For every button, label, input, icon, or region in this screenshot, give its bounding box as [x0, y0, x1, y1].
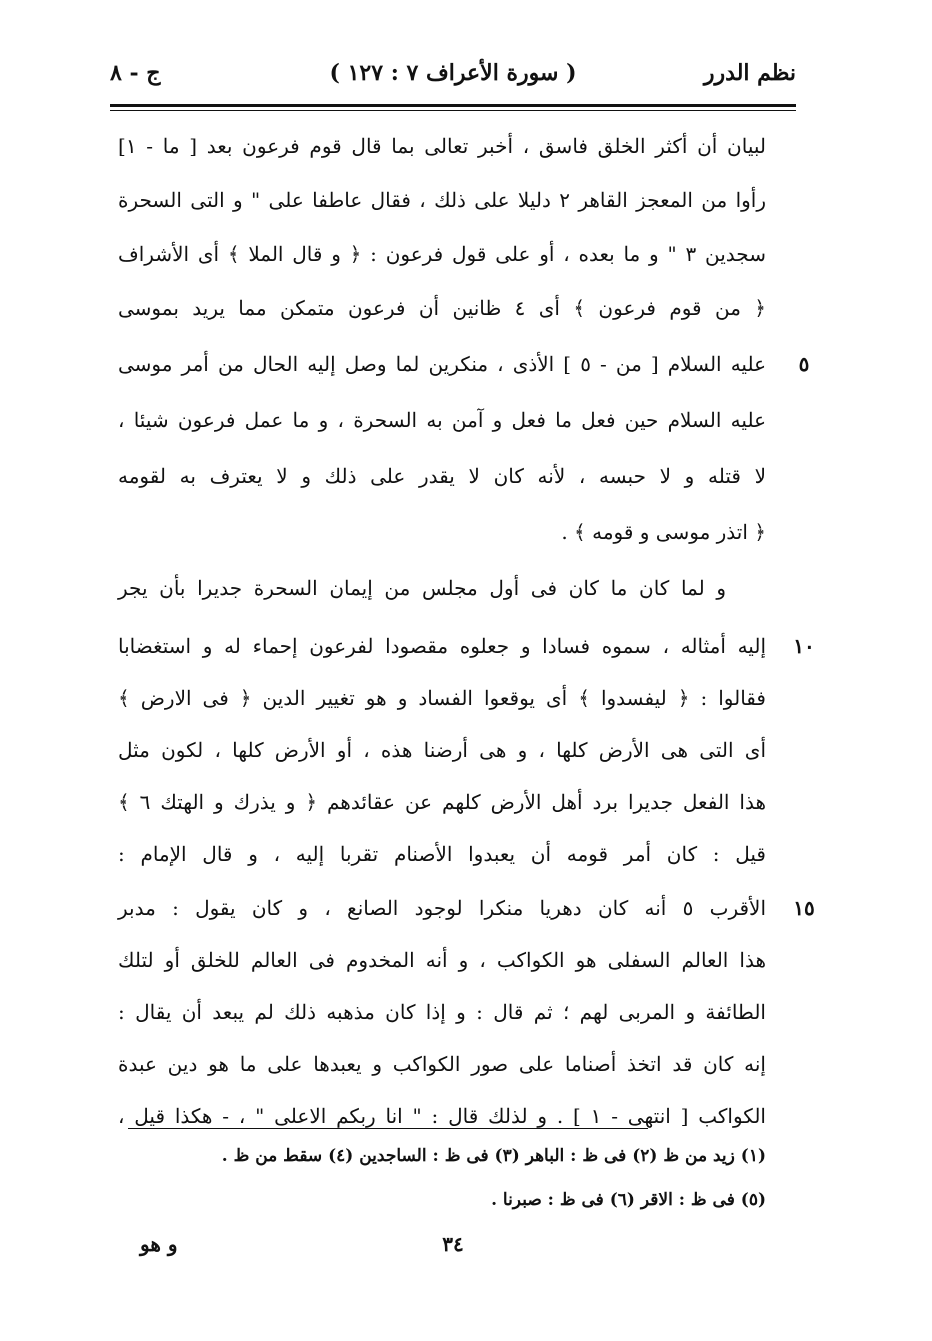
- text-line: لبيان أن أكثر الخلق فاسق ، أخبر تعالى بما قال قوم فرعون بعد [ ما - ١]: [118, 134, 766, 158]
- text-line: إنه كان قد اتخذ أصناما على صور الكواكب و يعبدها على ما هو دين عبدة: [118, 1052, 766, 1076]
- text-line: لا قتله و لا حبسه ، لأنه كان لا يقدر على ذلك و لا يعترف به لقومه: [118, 464, 766, 488]
- text-line: الكواكب [ انتهى - ١ ] . و لذلك قال : " انا ربكم الاعلى " ، - هكذا قيل ،: [118, 1104, 766, 1128]
- line-number: ١٠: [793, 634, 815, 658]
- page-footer: [110, 1232, 796, 1272]
- surah-reference: ( سورة الأعراف ٧ : ١٢٧ ): [329, 60, 577, 86]
- line-number: ١٥: [793, 896, 815, 920]
- text-line: سجدين ٣ " و ما بعده ، أو على قول فرعون : ﴿ و قال الملا ﴾ أى الأشراف: [118, 242, 766, 266]
- text-line: ﴿ اتذر موسى و قومه ﴾ .: [561, 520, 766, 544]
- book-title: نظم الدرر: [703, 60, 796, 86]
- volume-number: ج - ٨: [110, 60, 161, 86]
- footnote-line: (٥) فى ظ : الاقر (٦) فى ظ : صبرنا .: [491, 1190, 766, 1210]
- text-line: إليه أمثاله ، سموه فسادا و جعلوه مقصودا لفرعون إحماء له و استغضابا: [118, 634, 766, 658]
- text-line: ﴿ من قوم فرعون ﴾ أى ٤ ظانين أن فرعون متمكن مما يريد بموسى: [118, 296, 766, 320]
- footnote-line: (١) زيد من ظ (٢) فى ظ : الباهر (٣) فى ظ : الساجدين (٤) سقط من ظ .: [221, 1146, 766, 1166]
- text-line: عليه السلام [ من - ٥ ] الأذى ، منكرين لما وصل إليه الحال من أمر موسى: [118, 352, 767, 376]
- running-header: [110, 52, 796, 96]
- header-rule-thin: [110, 110, 796, 111]
- catchword: و هو: [140, 1232, 178, 1256]
- text-line: هذا الفعل جديرا برد أهل الأرض كلهم عن عقائدهم ﴿ و يذرك و الهتك ٦ ﴾: [118, 790, 766, 814]
- text-line: هذا العالم السفلى هو الكواكب ، و أنه المخدوم فى العالم للخلق أو لتلك: [118, 948, 766, 972]
- header-rule-thick: [110, 104, 796, 107]
- text-line: الطائفة و المربى لهم ؛ ثم قال : و إذا كان مذهبه ذلك لم يبعد أن يقال :: [118, 1000, 766, 1024]
- page-number: ٣٤: [442, 1232, 464, 1256]
- text-line: قيل : كان أمر قومه أن يعبدوا الأصنام تقربا إليه ، و قال الإمام :: [118, 842, 766, 866]
- text-line: أى التى هى الأرض كلها ، و هى أرضنا هذه ، أو الأرض كلها ، لكون مثل: [118, 738, 766, 762]
- text-line: رأوا من المعجز القاهر ٢ دليلا على ذلك ، فقال عاطفا على " و التى السحرة: [118, 188, 767, 212]
- text-line-indented: و لما كان ما كان فى أول مجلس من إيمان السحرة جديرا بأن يجر: [118, 576, 726, 600]
- text-line: عليه السلام حين فعل ما فعل و آمن به السحرة ، و ما عمل فرعون شيئا ،: [118, 408, 766, 432]
- text-line: الأقرب ٥ أنه كان دهريا منكرا لوجود الصانع ، و كان يقول : مدبر: [118, 896, 767, 920]
- text-line: فقالوا : ﴿ ليفسدوا ﴾ أى يوقعوا الفساد و هو تغيير الدين ﴿ فى الارض ﴾: [118, 686, 766, 710]
- footnote-rule: [128, 1128, 648, 1129]
- line-number: ٥: [798, 352, 810, 376]
